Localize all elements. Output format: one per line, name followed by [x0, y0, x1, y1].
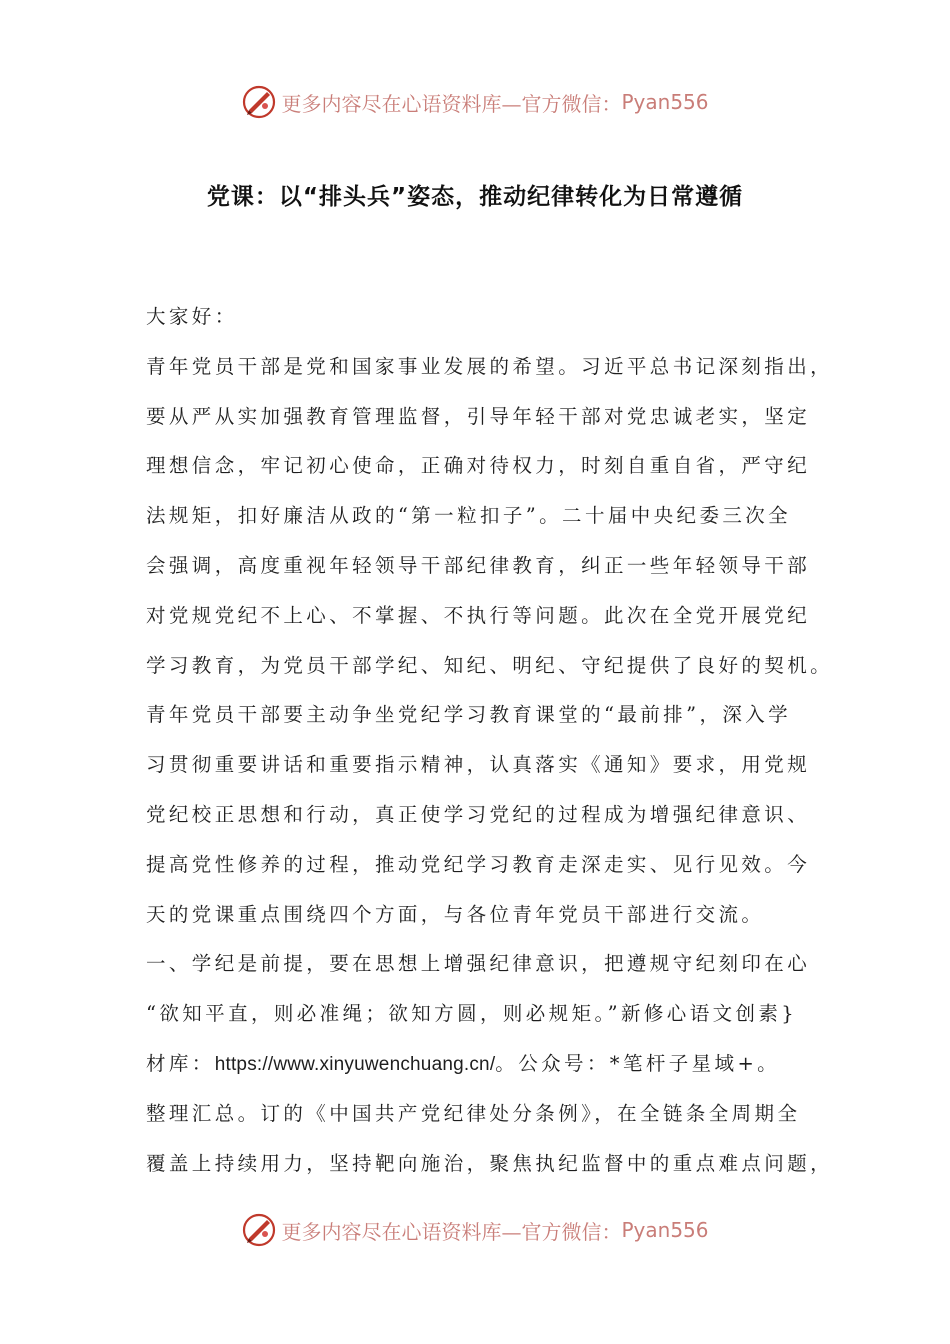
- url-line: [146, 1039, 826, 1089]
- section-heading-line: 一、学纪是前提，要在思想上增强纪律意识，把遵规守纪刻印在心: [146, 952, 811, 976]
- body-line: 整理汇总。订的《中国共产党纪律处分条例》，在全链条全周期全: [146, 1101, 801, 1125]
- banner-wechat-id: Pyan556: [621, 1218, 709, 1242]
- url-prefix: 材库：: [146, 1051, 215, 1075]
- body-line: 青年党员干部是党和国家事业发展的希望。习近平总书记深刻指出，: [146, 354, 834, 378]
- body-line: 法规矩，扣好廉洁从政的“第一粒扣子”。二十届中央纪委三次全: [146, 504, 792, 528]
- body-line: 青年党员干部要主动争坐党纪学习教育课堂的“最前排”，深入学: [146, 703, 792, 727]
- body-line: 理想信念，牢记初心使命，正确对待权力，时刻自重自省，严守纪: [146, 454, 811, 478]
- body-line: “欲知平直，则必准绳；欲知方圆，则必规矩。”新修心语文创素}: [146, 1002, 798, 1026]
- body-line: 天的党课重点围绕四个方面，与各位青年党员干部进行交流。: [146, 902, 765, 926]
- body-line: 覆盖上持续用力，坚持靶向施治，聚焦执纪监督中的重点难点问题，: [146, 1151, 834, 1175]
- banner-wechat-id: Pyan556: [621, 90, 709, 114]
- document-body: [146, 292, 834, 1188]
- body-line: 党纪校正思想和行动，真正使学习党纪的过程成为增强纪律意识、: [146, 802, 811, 826]
- body-line: 习贯彻重要讲话和重要指示精神，认真落实《通知》要求，用党规: [146, 753, 811, 777]
- body-line: 对党规党纪不上心、不掌握、不执行等问题。此次在全党开展党纪: [146, 603, 811, 627]
- banner-text: 更多内容尽在心语资料库—官方微信：: [281, 91, 622, 116]
- footer-watermark-banner: [0, 1210, 950, 1250]
- pen-logo-icon: [241, 84, 277, 120]
- body-line: 提高党性修养的过程，推动党纪学习教育走深走实、见行见效。今: [146, 852, 811, 876]
- body-line: 会强调，高度重视年轻领导干部纪律教育，纠正一些年轻领导干部: [146, 553, 811, 577]
- banner-text: 更多内容尽在心语资料库—官方微信：: [281, 1219, 622, 1244]
- body-line: 学习教育，为党员干部学纪、知纪、明纪、守纪提供了良好的契机。: [146, 653, 834, 677]
- body-line: 大家好：: [146, 305, 238, 328]
- url-suffix: 。公众号：*笔杆子星域+。: [495, 1051, 781, 1075]
- website-link[interactable]: https://www.xinyuwenchuang.cn/: [214, 1053, 496, 1075]
- body-line: 要从严从实加强教育管理监督，引导年轻干部对党忠诚老实，坚定: [146, 404, 811, 428]
- document-title: 党课：以“排头兵”姿态，推动纪律转化为日常遵循: [206, 184, 744, 210]
- pen-logo-icon: [241, 1212, 277, 1248]
- header-watermark-banner: [0, 82, 950, 122]
